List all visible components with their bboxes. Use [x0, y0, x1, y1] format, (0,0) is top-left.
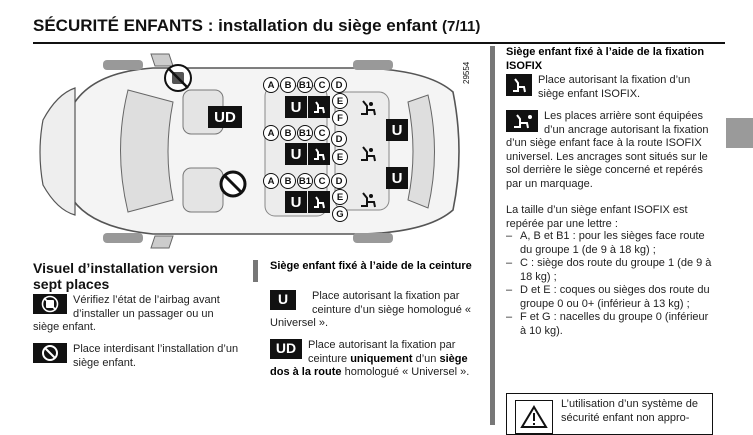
warning-text: L’utilisation d’un système de sécurité enfant non appro-	[561, 398, 698, 424]
isofix-letter-c: C	[314, 77, 330, 93]
isofix-letter-d: D	[331, 77, 347, 93]
section-heading-isofix: Siège enfant fixé à l’aide de la fixation ISOFIX	[506, 46, 705, 72]
isofix-letter-c: C	[314, 173, 330, 189]
baby-seat-icon-row1	[358, 98, 378, 118]
prohibited-icon	[219, 170, 247, 198]
baby-seat-icon-row3	[358, 190, 378, 210]
isofix-letter-a: A	[263, 125, 279, 141]
anchorage-text: Les places arrière sont équipées d’un ancrage autorisant la fixation d’un siège enfant face à la route ISOFIX universel. Les ancrages sont situés sur le sol derrière le siège concerné et repérés par un marquage.	[506, 110, 709, 190]
list-item: – D et E : coques ou sièges dos route du groupe 0 ou 0+ (inférieur à 13 kg) ;	[506, 284, 710, 310]
u-badge-row2: U	[285, 143, 307, 165]
size-list	[506, 230, 716, 338]
size-intro-paragraph: La taille d’un siège enfant ISOFIX est repérée par une lettre :	[506, 204, 688, 230]
warning-triangle-icon	[515, 400, 553, 434]
isofix-legend-icon	[506, 74, 532, 96]
rear-facing-text-e: homologué « Universel ».	[341, 366, 470, 378]
list-item-text: D et E : coques ou sièges dos route du groupe 0 ou 0+ (inférieur à 13 kg) ;	[520, 284, 710, 310]
airbag-paragraph	[33, 294, 241, 335]
column-marker-middle	[253, 260, 258, 282]
isofix-letter-d: D	[331, 131, 347, 147]
rear-facing-text-b: uniquement	[350, 352, 413, 365]
list-item: – F et G : nacelles du groupe 0 (inférieur à 10 kg).	[506, 311, 709, 337]
u-badge-third-row-b: U	[386, 167, 408, 189]
list-item-text: A, B et B1 : pour les sièges face route du groupe 1 (de 9 à 18 kg) ;	[520, 230, 705, 256]
page-title-text: SÉCURITÉ ENFANTS : installation du siège enfant	[33, 16, 438, 35]
isofix-seat-icon-row3	[308, 191, 330, 213]
isofix-letter-d: D	[331, 173, 347, 189]
warning-box	[506, 393, 713, 435]
header-rule	[33, 42, 725, 44]
u-badge-legend: U	[270, 290, 296, 310]
airbag-text: Vérifiez l’état de l’airbag avant d’installer un passager ou un siège enfant.	[33, 294, 220, 333]
isofix-allowed-text: Place autorisant la fixation d’un siège enfant ISOFIX.	[538, 74, 691, 100]
isofix-seat-icon-row1	[308, 96, 330, 118]
prohibited-paragraph	[33, 343, 241, 370]
list-item: – A, B et B1 : pour les sièges face route du groupe 1 (de 9 à 18 kg) ;	[506, 230, 705, 256]
list-item: – C : siège dos route du groupe 1 (de 9 à 18 kg) ;	[506, 257, 712, 283]
isofix-anchor-legend-icon	[506, 110, 538, 132]
anchorage-paragraph	[506, 110, 716, 191]
isofix-allowed-paragraph	[506, 74, 716, 101]
ud-badge-front: UD	[208, 106, 242, 128]
isofix-letter-b: B	[280, 77, 296, 93]
rear-facing-text-d: siège dos à la route	[270, 352, 468, 378]
isofix-letter-b: B	[280, 173, 296, 189]
isofix-letter-e-row1: E	[332, 93, 348, 109]
isofix-letter-c: C	[314, 125, 330, 141]
universal-text: Place autorisant la fixation par ceinture d’un siège homologué « Universel ».	[270, 290, 472, 329]
section-heading-seven-seats: Visuel d’installation version sept places	[33, 260, 218, 292]
car-top-view-figure	[33, 50, 468, 255]
prohibited-text: Place interdisant l’installation d’un siège enfant.	[73, 343, 239, 369]
rear-facing-paragraph	[270, 339, 478, 380]
section-heading-belt: Siège enfant fixé à l’aide de la ceinture	[270, 260, 472, 272]
list-item-text: F et G : nacelles du groupe 0 (inférieur à 10 kg).	[520, 311, 709, 337]
u-badge-third-row: U	[386, 119, 408, 141]
u-badge-row1: U	[285, 96, 307, 118]
rear-facing-text-c: d’un	[412, 352, 440, 365]
isofix-letter-e-row2: E	[332, 149, 348, 165]
chapter-tab	[726, 118, 753, 148]
isofix-letter-g-row3: G	[332, 206, 348, 222]
column-marker-right	[490, 46, 495, 425]
isofix-seat-icon-row2	[308, 143, 330, 165]
isofix-letter-f-row1: F	[332, 110, 348, 126]
isofix-letter-b1: B1	[297, 125, 313, 141]
universal-paragraph	[270, 290, 478, 331]
isofix-letter-e-row3: E	[332, 189, 348, 205]
baby-seat-icon-row2	[358, 144, 378, 164]
prohibited-box-icon	[33, 343, 67, 368]
rear-facing-text-a: Place autorisant la fixation par ceinture	[308, 339, 456, 365]
isofix-letter-b: B	[280, 125, 296, 141]
page-counter: (7/11)	[442, 18, 481, 35]
airbag-check-icon	[163, 63, 193, 93]
figure-reference: 29554	[462, 61, 471, 84]
page-title	[33, 16, 480, 36]
isofix-letter-b1: B1	[297, 77, 313, 93]
u-badge-row3: U	[285, 191, 307, 213]
airbag-warning-icon	[33, 294, 67, 319]
isofix-letter-b1: B1	[297, 173, 313, 189]
car-outline-illustration	[33, 50, 468, 255]
isofix-letter-a: A	[263, 173, 279, 189]
isofix-letter-a: A	[263, 77, 279, 93]
list-item-text: C : siège dos route du groupe 1 (de 9 à 18 kg) ;	[520, 257, 712, 283]
ud-badge-legend: UD	[270, 339, 302, 359]
